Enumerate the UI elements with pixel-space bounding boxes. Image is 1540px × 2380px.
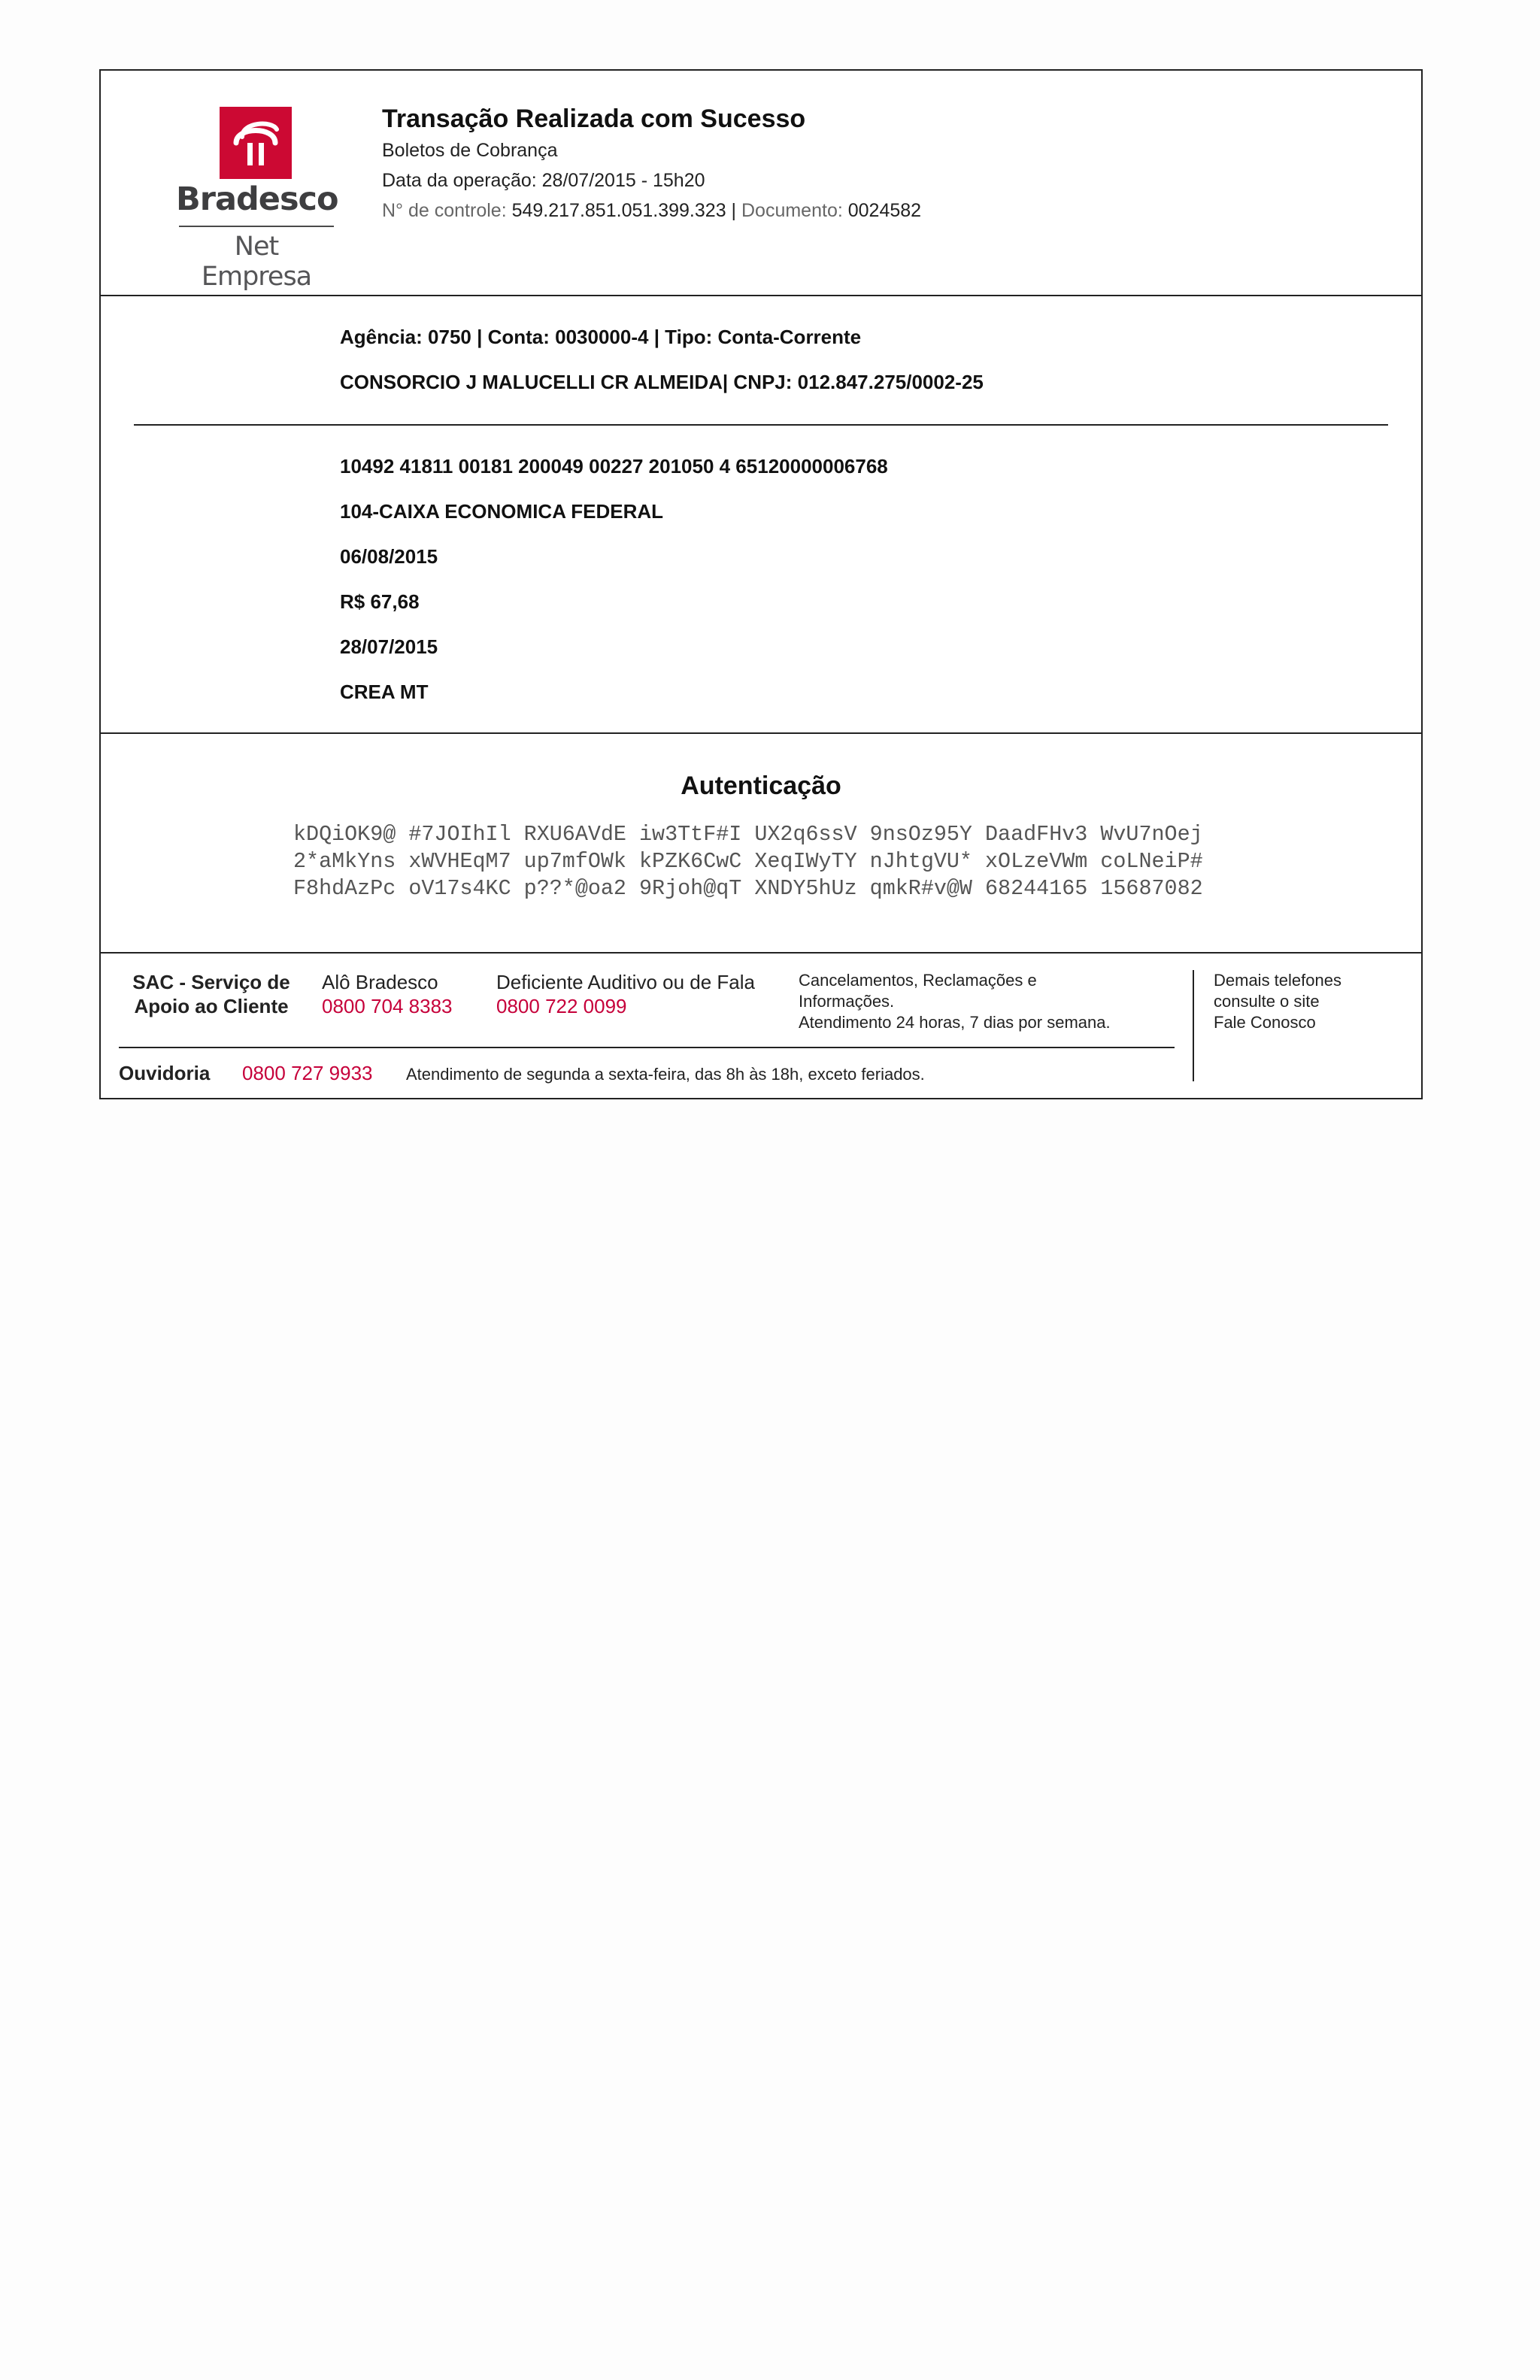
document-label: Documento:	[741, 200, 843, 221]
description-value: CREA MT	[340, 681, 429, 703]
deaf-support-block	[496, 970, 755, 1018]
deaf-support-phone: 0800 722 0099	[496, 995, 627, 1017]
other-phones-line-1: Demais telefones	[1214, 971, 1341, 990]
debit-account-value: Agência: 0750 | Conta: 0030000-4 | Tipo: Conta-Corrente	[340, 326, 862, 348]
authentication-line-3: F8hdAzPc oV17s4KC p??*@oa2 9Rjoh@qT XNDY5hUz qmkR#v@W 68244165 15687082	[293, 876, 1203, 901]
alo-bradesco-phone: 0800 704 8383	[322, 995, 453, 1017]
contact-footer	[101, 952, 1421, 1098]
company-value: CONSORCIO J MALUCELLI CR ALMEIDA| CNPJ: 012.847.275/0002-25	[340, 371, 984, 393]
header-text-block	[382, 102, 921, 226]
sac-title-line-2: Apoio ao Cliente	[134, 995, 289, 1017]
alo-bradesco-block	[322, 970, 453, 1018]
control-value: 549.217.851.051.399.323	[511, 200, 726, 221]
page-title: Transação Realizada com Sucesso	[382, 105, 806, 133]
control-label: N° de controle:	[382, 200, 507, 221]
receipt-header	[101, 71, 1421, 296]
control-line	[382, 196, 921, 226]
barcode-value: 10492 41811 00181 200049 00227 201050 4 65120000006768	[340, 455, 888, 478]
ouvidoria-phone: 0800 727 9933	[242, 1062, 373, 1084]
bradesco-logo	[176, 107, 338, 292]
alo-bradesco-label: Alô Bradesco	[322, 971, 438, 993]
ouvidoria-label: Ouvidoria	[119, 1062, 211, 1084]
other-phones-line-2: consulte o site	[1214, 992, 1320, 1011]
transaction-details	[101, 295, 1421, 734]
amount-value: R$ 67,68	[340, 590, 420, 613]
document-value: 0024582	[847, 200, 922, 221]
cancellation-info-line-1: Cancelamentos, Reclamações e	[799, 971, 1037, 990]
cancellation-info-line-3: Atendimento 24 horas, 7 dias por semana.	[799, 1013, 1111, 1032]
other-phones-block	[1214, 970, 1341, 1033]
transaction-receipt	[99, 69, 1423, 1099]
deaf-support-label: Deficiente Auditivo ou de Fala	[496, 971, 755, 993]
ouvidoria-hours: Atendimento de segunda a sexta-feira, das 8h às 18h, exceto feriados.	[406, 1065, 925, 1084]
cancellation-info-block	[799, 970, 1111, 1033]
control-separator: |	[731, 200, 737, 221]
due-date-value: 06/08/2015	[340, 545, 438, 568]
footer-vertical-divider	[1193, 970, 1194, 1081]
logo-brand-text: Bradesco	[176, 180, 338, 218]
authentication-line-1: kDQiOK9@ #7JOIhIl RXU6AVdE iw3TtF#I UX2q6ssV 9nsOz95Y DaadFHv3 WvU7nOej	[293, 822, 1203, 847]
authentication-code	[293, 821, 1203, 902]
authentication-line-2: 2*aMkYns xWVHEqM7 up7mfOWk kPZK6CwC XeqIWyTY nJhtgVU* xOLzeVWm coLNeiP#	[293, 849, 1203, 874]
cancellation-info-line-2: Informações.	[799, 992, 895, 1011]
receipt-subtitle: Boletos de Cobrança	[382, 140, 558, 161]
other-phones-line-3: Fale Conosco	[1214, 1013, 1316, 1032]
footer-divider	[119, 1047, 1175, 1048]
authentication-section	[101, 732, 1421, 954]
bradesco-tree-icon-svg	[220, 107, 292, 179]
authentication-title: Autenticação	[681, 772, 841, 800]
details-divider	[134, 424, 1388, 426]
bank-value: 104-CAIXA ECONOMICA FEDERAL	[340, 500, 664, 523]
logo-subbrand-text: Net Empresa	[201, 232, 312, 292]
logo-divider	[179, 226, 334, 227]
bradesco-tree-icon	[220, 107, 292, 179]
operation-date: Data da operação: 28/07/2015 - 15h20	[382, 170, 705, 191]
debit-date-value: 28/07/2015	[340, 635, 438, 658]
sac-title	[128, 970, 295, 1018]
sac-title-line-1: SAC - Serviço de	[132, 971, 290, 993]
